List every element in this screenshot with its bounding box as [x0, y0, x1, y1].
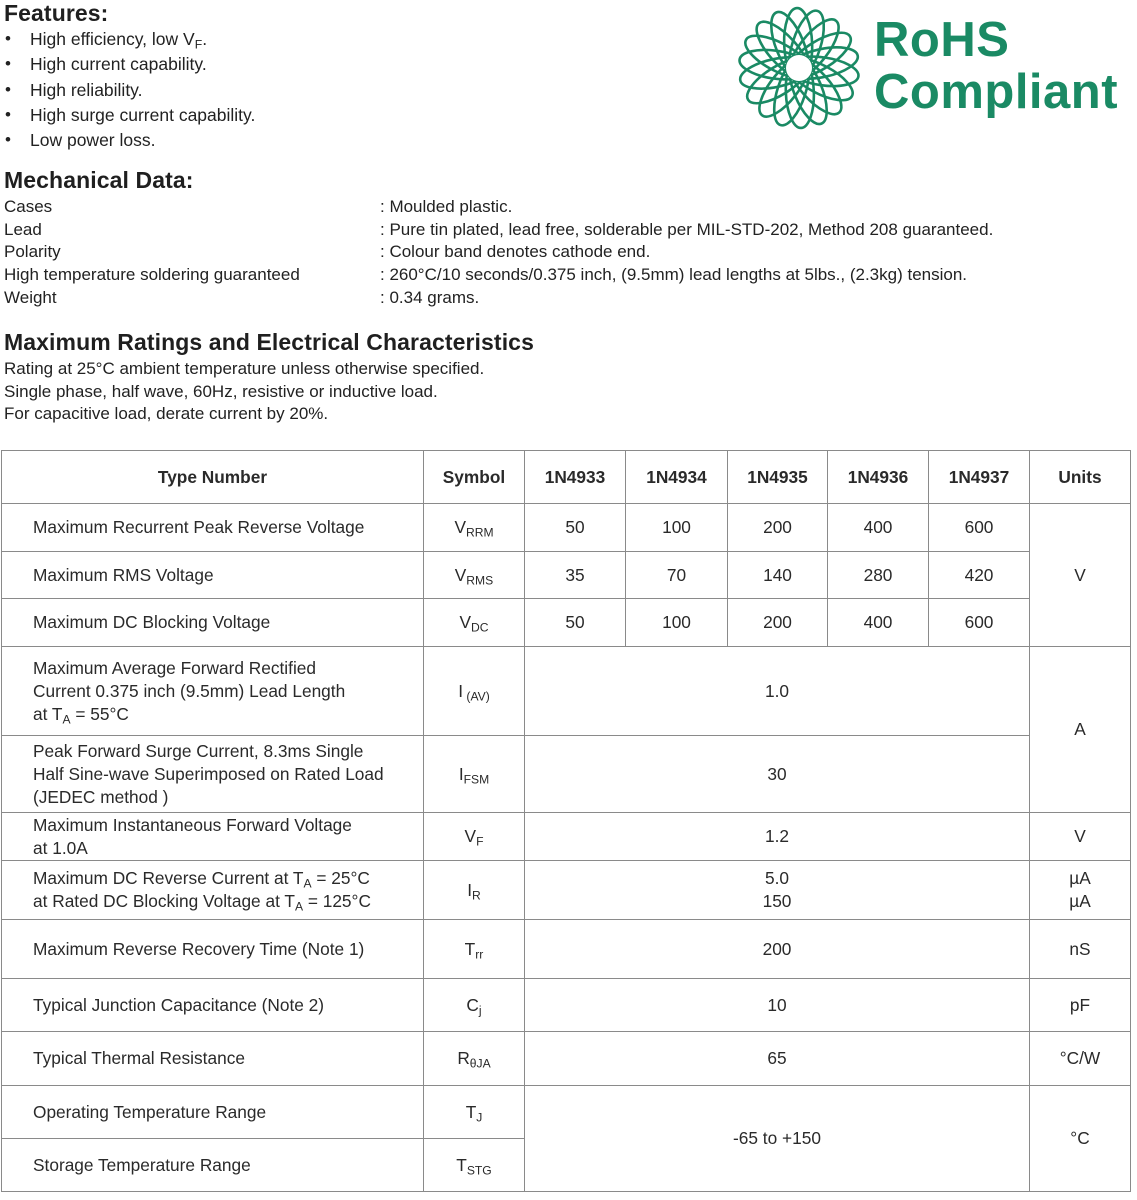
header-units: Units [1030, 451, 1131, 504]
param-description: Peak Forward Surge Current, 8.3ms Single Half Sine-wave Superimposed on Rated Load (JEDEC method ) [2, 736, 424, 813]
ratings-notes [4, 358, 484, 426]
value-cell: -65 to +150 [525, 1086, 1030, 1192]
table-row [2, 504, 1131, 552]
param-symbol: $T_J$ [424, 1086, 525, 1139]
unit-cell: V [1030, 813, 1131, 861]
rohs-rosette-icon [737, 6, 861, 130]
value-cell: 10 [525, 979, 1030, 1032]
bullet-icon: • [5, 104, 11, 124]
value-cell: 50 [525, 599, 626, 647]
table-row [2, 813, 1131, 861]
features-list [0, 28, 255, 154]
unit-cell: pF [1030, 979, 1131, 1032]
features-heading: Features: [4, 0, 109, 26]
feature-item: • High reliability. [5, 79, 143, 100]
rating-note: For capacitive load, derate current by 20%. [4, 404, 329, 424]
header-1n4933: 1N4933 [525, 451, 626, 504]
param-description: Maximum Instantaneous Forward Voltage at 1.0A [2, 813, 424, 861]
bullet-icon: • [5, 54, 11, 74]
header-type-number: Type Number [2, 451, 424, 504]
value-cell: 420 [929, 552, 1030, 599]
header-1n4936: 1N4936 [828, 451, 929, 504]
table-row [2, 861, 1131, 920]
value-cell: 200 [728, 599, 828, 647]
table-row [2, 979, 1131, 1032]
rating-note: Single phase, half wave, 60Hz, resistive or inductive load. [4, 381, 438, 401]
param-symbol: $V_{RMS}$ [424, 552, 525, 599]
unit-cell: °C/W [1030, 1032, 1131, 1086]
unit-cell: µA µA [1030, 861, 1131, 920]
header-1n4934: 1N4934 [626, 451, 728, 504]
param-description: Maximum Average Forward Rectified Current 0.375 inch (9.5mm) Lead Length at $T_A = 55^\circ C$ [2, 647, 424, 736]
bullet-icon: • [5, 130, 11, 150]
table-row [2, 920, 1131, 979]
bullet-icon: • [5, 79, 11, 99]
param-symbol: $V_F$ [424, 813, 525, 861]
param-symbol: I $_{(AV)}$ [424, 647, 525, 736]
param-description: Typical Junction Capacitance (Note 2) [2, 979, 424, 1032]
param-symbol: $V_{DC}$ [424, 599, 525, 647]
param-symbol: $T_{rr}$ [424, 920, 525, 979]
value-cell: 600 [929, 504, 1030, 552]
table-row [2, 1086, 1131, 1139]
value-cell: 400 [828, 504, 929, 552]
value-cell: 5.0 150 [525, 861, 1030, 920]
param-description: Typical Thermal Resistance [2, 1032, 424, 1086]
value-cell: 1.0 [525, 647, 1030, 736]
param-symbol: $V_{RRM}$ [424, 504, 525, 552]
value-cell: 35 [525, 552, 626, 599]
rohs-compliant-logo [737, 6, 1137, 130]
param-symbol: $I_{FSM}$ [424, 736, 525, 813]
value-cell: 200 [728, 504, 828, 552]
param-symbol: $I_R$ [424, 861, 525, 920]
feature-item: • High current capability. [5, 54, 207, 75]
value-cell: 65 [525, 1032, 1030, 1086]
value-cell: 200 [525, 920, 1030, 979]
value-cell: 50 [525, 504, 626, 552]
rohs-text: RoHS Compliant [874, 13, 1119, 119]
table-row [2, 599, 1131, 647]
rating-note: Rating at 25°C ambient temperature unless otherwise specified. [4, 359, 485, 378]
param-symbol: $R_{\theta JA}$ [424, 1032, 525, 1086]
ratings-table [1, 450, 1131, 1192]
param-description: Storage Temperature Range [2, 1139, 424, 1192]
param-description: Maximum RMS Voltage [2, 552, 424, 599]
param-description: Maximum DC Reverse Current at $T_A = 25^\circ C$ at Rated DC Blocking Voltage at $T_A = 125^\circ C$ [2, 861, 424, 920]
param-symbol: $T_{STG}$ [424, 1139, 525, 1192]
table-row [2, 736, 1131, 813]
value-cell: 400 [828, 599, 929, 647]
value-cell: 1.2 [525, 813, 1030, 861]
value-cell: 280 [828, 552, 929, 599]
feature-item: • High surge current capability. [5, 104, 256, 125]
table-row [2, 1032, 1131, 1086]
value-cell: 600 [929, 599, 1030, 647]
header-symbol: Symbol [424, 451, 525, 504]
param-description: Maximum Recurrent Peak Reverse Voltage [2, 504, 424, 552]
param-description: Operating Temperature Range [2, 1086, 424, 1139]
value-cell: 70 [626, 552, 728, 599]
param-description: Maximum DC Blocking Voltage [2, 599, 424, 647]
unit-cell: nS [1030, 920, 1131, 979]
bullet-icon: • [5, 29, 11, 48]
unit-cell: A [1030, 647, 1131, 813]
mechanical-data-heading: Mechanical Data: [4, 167, 194, 193]
param-description: Maximum Reverse Recovery Time (Note 1) [2, 920, 424, 979]
header-1n4935: 1N4935 [728, 451, 828, 504]
table-row [2, 647, 1131, 736]
unit-cell: °C [1030, 1086, 1131, 1192]
value-cell: 100 [626, 504, 728, 552]
value-cell: 100 [626, 599, 728, 647]
param-symbol: $C_j$ [424, 979, 525, 1032]
ratings-heading: Maximum Ratings and Electrical Characteristics [4, 329, 534, 355]
header-1n4937: 1N4937 [929, 451, 1030, 504]
table-header-row [2, 451, 1131, 504]
table-row [2, 552, 1131, 599]
unit-cell: V [1030, 504, 1131, 647]
feature-item: • Low power loss. [5, 130, 156, 151]
value-cell: 140 [728, 552, 828, 599]
value-cell: 30 [525, 736, 1030, 813]
feature-item: • High efficiency, low $V_F$. [5, 29, 208, 52]
